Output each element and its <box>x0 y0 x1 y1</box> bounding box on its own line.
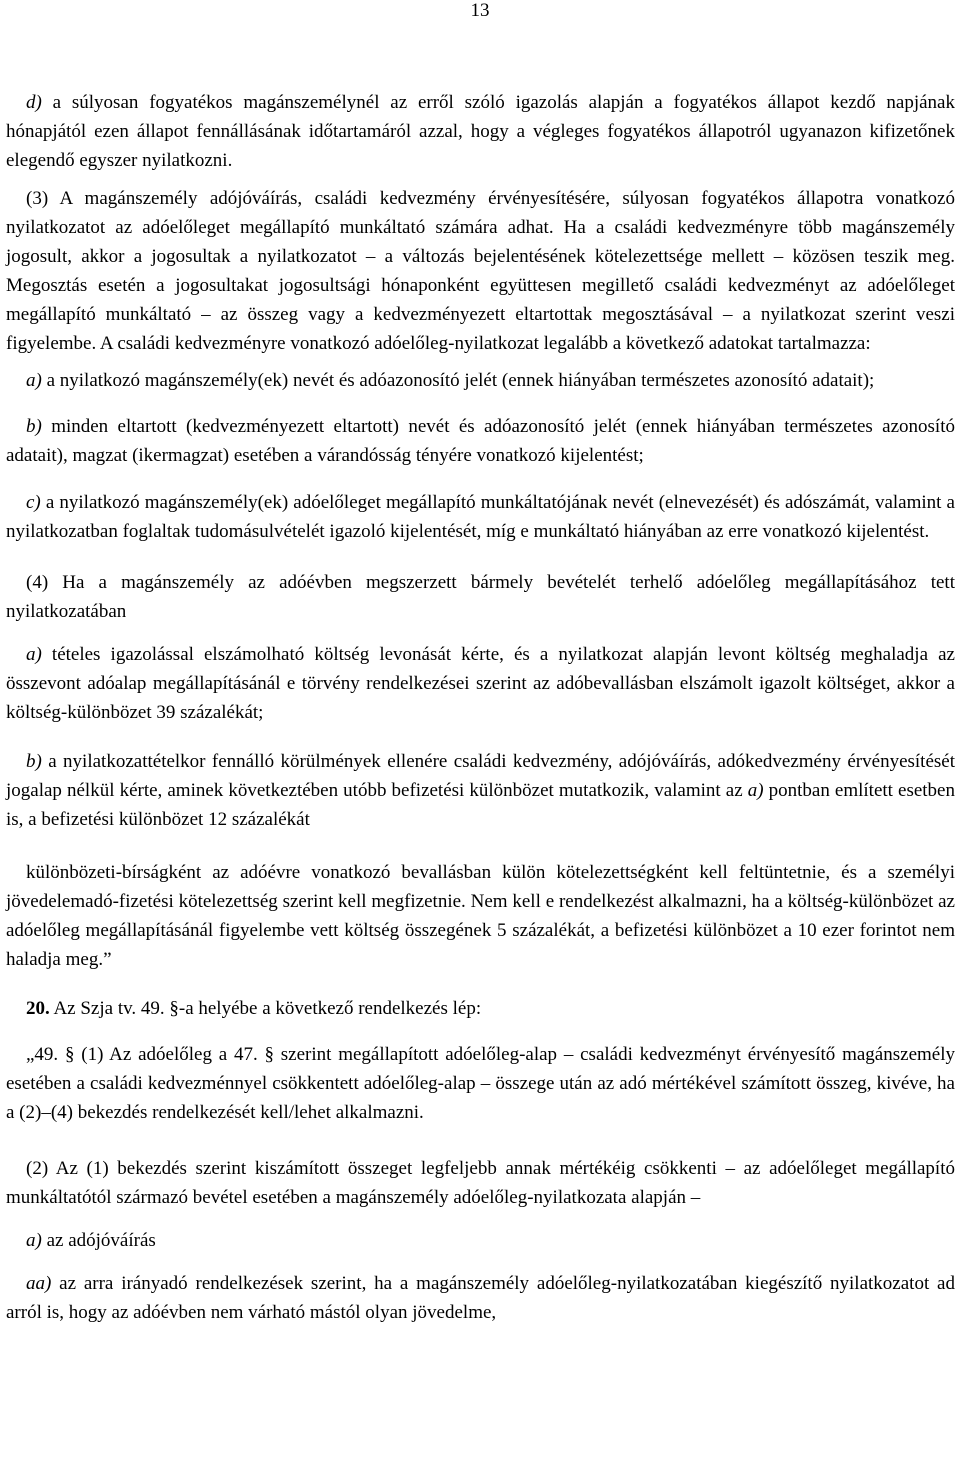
paragraph-text: az arra irányadó rendelkezések szerint, ha a magánszemély adóelőleg-nyilatkozatában kiegészítő nyilatkozatot ad arról is, hogy az adóévben nem várható mástól olyan jövedelme, <box>6 1273 955 1323</box>
paragraph-section-3 <box>6 184 955 358</box>
paragraph-text: az adójóváírás <box>41 1230 156 1251</box>
item-label: a) <box>26 1230 42 1251</box>
paragraph-text: Az Szja tv. 49. §-a helyébe a következő rendelkezés lép: <box>49 998 482 1019</box>
paragraph-49-2-a <box>6 1226 955 1255</box>
paragraph-text: a nyilatkozattételkor fennálló körülmények ellenére családi kedvezmény, adójóváírás, adókedvezmény érvényesítését jogalap nélkül kérte, aminek következtében utóbb befizetési különbözet mutatkozik, valamint az <box>6 751 955 801</box>
paragraph-penalty <box>6 858 955 974</box>
paragraph-3c <box>6 488 955 546</box>
paragraph-point-20 <box>6 994 955 1023</box>
item-label: aa) <box>26 1273 52 1294</box>
paragraph-text: minden eltartott (kedvezményezett eltartott) nevét és adóazonosító jelét (ennek hiányában természetes azonosító adatait), magzat (ikermagzat) esetében a várandósság tényére vonatkozó kijelentést; <box>6 416 955 466</box>
paragraph-text: „49. § (1) Az adóelőleg a 47. § szerint megállapított adóelőleg-alap – családi kedvezményt érvényesítő magánszemély esetében a családi kedvezménnyel csökkentett adóelőleg-alap – összege után az adó mértékével számított összeg, kivéve, ha a (2)–(4) bekezdés rendelkezését kell/lehet alkalmazni. <box>6 1044 955 1123</box>
item-label: a) <box>26 370 42 391</box>
paragraph-3a <box>6 366 955 395</box>
paragraph-text: (4) Ha a magánszemély az adóévben megszerzett bármely bevételét terhelő adóelőleg megállapításához tett nyilatkozatában <box>6 572 955 622</box>
paragraph-text: pontban említett esetben is, a befizetési különbözet 12 százalékát <box>6 780 955 830</box>
paragraph-section-49-1 <box>6 1040 955 1127</box>
paragraph-d <box>6 88 955 175</box>
paragraph-text: (3) A magánszemély adójóváírás, családi kedvezmény érvényesítésére, súlyosan fogyatékos állapotra vonatkozó nyilatkozatot az adóelőleget megállapító munkáltató számára adhat. Ha a családi kedvezményre több magánszemély jogosult, akkor a jogosultak a nyilatkozatot – a változás bejelentésének kötelezettsége mellett – közösen teszik meg. Megosztás esetén a jogosultakat jogosultsági hónaponként együttesen megillető családi kedvezményt az adóelőleget megállapító munkáltató – az összeg vagy a kedvezményezett eltartottak megosztásával – a nyilatkozat szerint veszi figyelembe. A családi kedvezményre vonatkozó adóelőleg-nyilatkozat legalább a következő adatokat tartalmazza: <box>6 188 955 354</box>
paragraph-49-2-aa <box>6 1269 955 1327</box>
document-body <box>6 88 955 1327</box>
paragraph-text: a súlyosan fogyatékos magánszemélynél az erről szóló igazolás alapján a fogyatékos állapot kezdő napjának hónapjától ezen állapot fennállásának időtartamáról azzal, hogy a végleges fogyatékos állapotról ugyanazon kifizetőnek elegendő egyszer nyilatkozni. <box>6 92 955 171</box>
paragraph-text: a nyilatkozó magánszemély(ek) nevét és adóazonosító jelét (ennek hiányában természetes azonosító adatait); <box>41 370 875 391</box>
item-label: d) <box>26 92 42 113</box>
point-number: 20. <box>26 998 50 1019</box>
paragraph-text: (2) Az (1) bekezdés szerint kiszámított összeget legfeljebb annak mértékéig csökkenti – az adóelőleget megállapító munkáltatótól származó bevétel esetében a magánszemély adóelőleg-nyilatkozata alapján – <box>6 1158 955 1208</box>
item-label: b) <box>26 416 42 437</box>
paragraph-text: a nyilatkozó magánszemély(ek) adóelőleget megállapító munkáltatójának nevét (elnevezését) és adószámát, valamint a nyilatkozatban foglaltak tudomásulvételét igazoló kijelentését, míg e munkáltató hiányában az erre vonatkozó kijelentést. <box>6 492 955 542</box>
paragraph-4b <box>6 747 955 834</box>
item-label: b) <box>26 751 42 772</box>
paragraph-text: tételes igazolással elszámolható költség levonását kérte, és a nyilatkozat alapján levont költség meghaladja az összevont adóalap megállapításánál e törvény rendelkezései szerint az adóbevallásban elszámolt igazolt költséget, akkor a költség-különbözet 39 százalékát; <box>6 644 955 723</box>
paragraph-3b <box>6 412 955 470</box>
item-label: c) <box>26 492 41 513</box>
page-number: 13 <box>470 0 490 21</box>
paragraph-section-49-2 <box>6 1154 955 1212</box>
paragraph-text: különbözeti-bírságként az adóévre vonatkozó bevallásban külön kötelezettségként kell feltüntetnie, és a személyi jövedelemadó-fizetési kötelezettség szerint kell megfizetnie. Nem kell e rendelkezést alkalmazni, ha a költség-különbözet az adóelőleg megállapításánál figyelembe vett költség összegének 5 százalékát, a befizetési különbözet a 10 ezer forintot nem haladja meg.” <box>6 862 955 970</box>
paragraph-4a <box>6 640 955 727</box>
cross-reference: a) <box>747 780 764 801</box>
item-label: a) <box>26 644 42 665</box>
paragraph-section-4 <box>6 568 955 626</box>
